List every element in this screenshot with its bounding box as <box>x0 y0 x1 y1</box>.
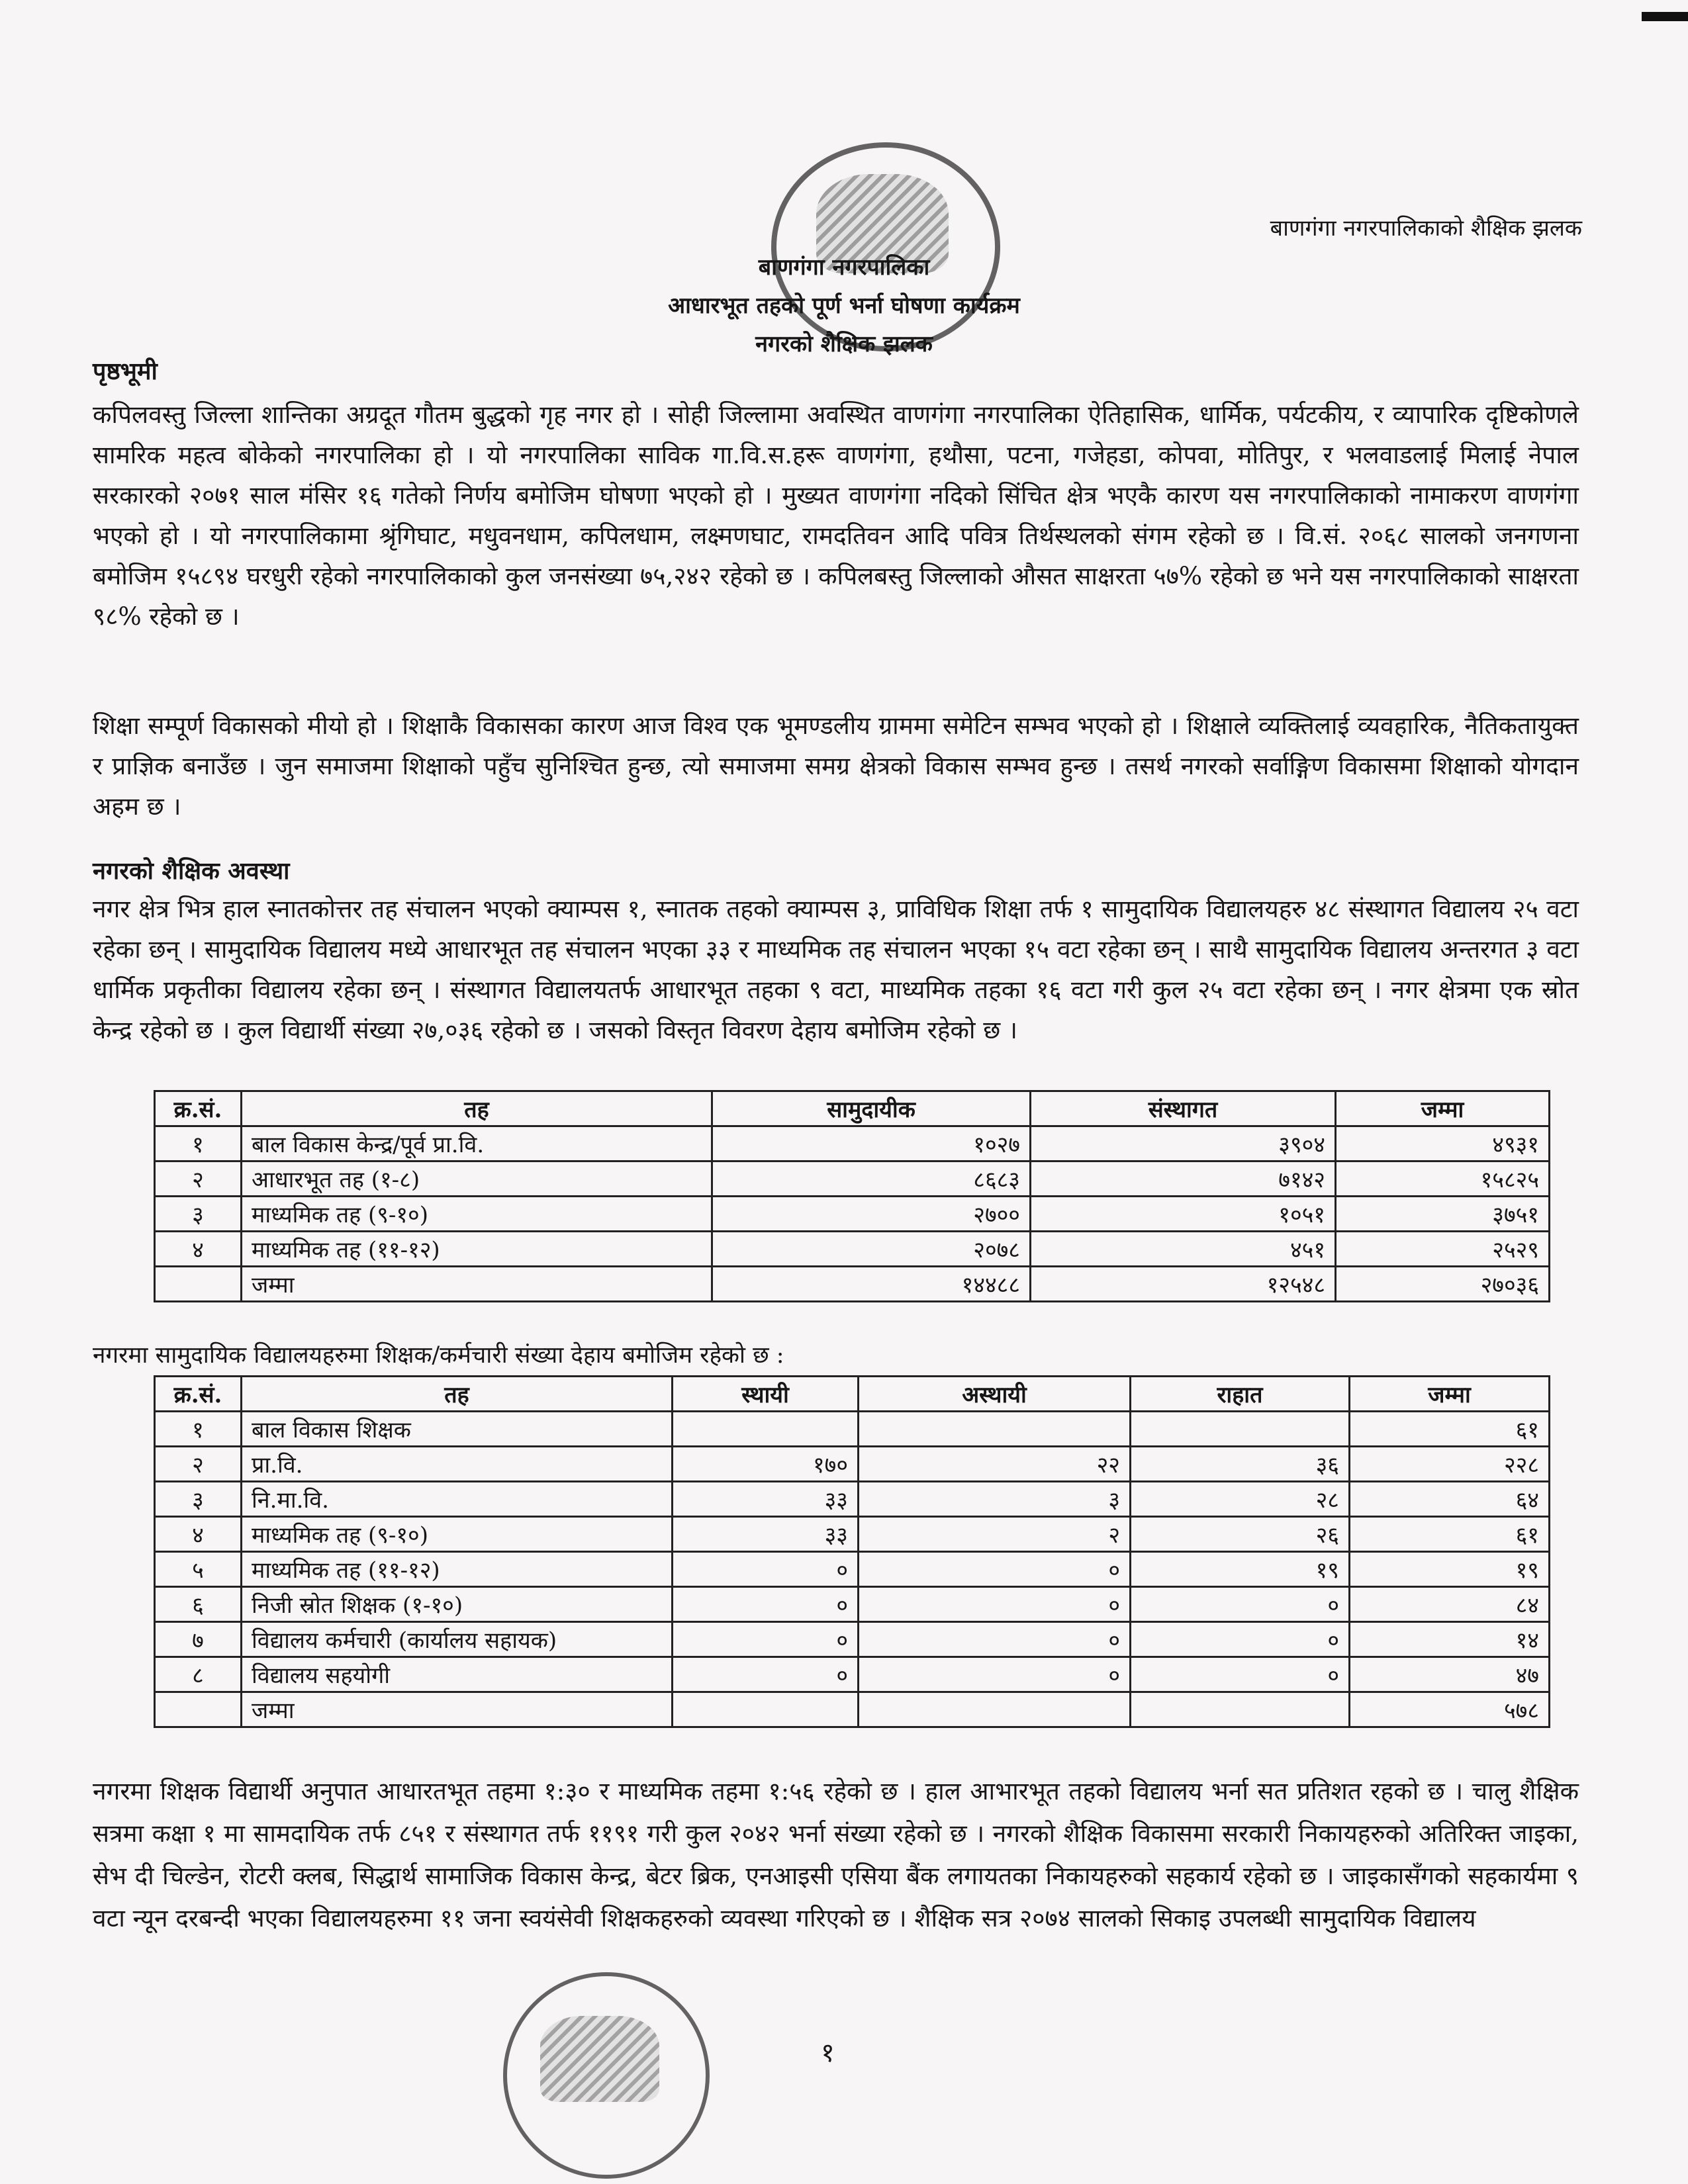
table-cell: बाल विकास शिक्षक <box>242 1412 673 1447</box>
table-cell: २८ <box>1131 1482 1350 1517</box>
table-row <box>155 1447 1550 1482</box>
table-row <box>155 1232 1550 1267</box>
table-cell: ३३ <box>673 1517 859 1552</box>
title-line-2: आधारभूत तहको पूर्ण भर्ना घोषणा कार्यक्रम <box>668 293 1020 319</box>
table-cell: १ <box>155 1126 242 1161</box>
table-cell <box>155 1267 242 1302</box>
table-row <box>155 1197 1550 1232</box>
table-cell: ० <box>673 1552 859 1587</box>
table-cell: १४४८८ <box>712 1267 1031 1302</box>
table-cell: ३ <box>155 1482 242 1517</box>
students-table <box>154 1090 1550 1302</box>
document-title <box>0 248 1688 363</box>
table-cell: १९ <box>1131 1552 1350 1587</box>
table-cell: १०५१ <box>1031 1197 1336 1232</box>
table-cell <box>155 1692 242 1727</box>
table-cell: १७० <box>673 1447 859 1482</box>
table-cell: २ <box>155 1447 242 1482</box>
closing-paragraph: नगरमा शिक्षक विद्यार्थी अनुपात आधारतभूत तहमा १:३० र माध्यमिक तहमा १:५६ रहेको छ । हाल आभारभूत तहको विद्यालय भर्ना सत प्रतिशत रहको छ । चालु शैक्षिक सत्रमा कक्षा १ मा सामदायिक तर्फ ८५१ र संस्थागत तर्फ ११९१ गरी कुल २०४२ भर्ना संख्या रहेको छ । नगरको शैक्षिक विकासमा सरकारी निकायहरुको अतिरिक्त जाइका, सेभ दी चिल्डेन, रोटरी क्लब, सिद्धार्थ सामाजिक विकास केन्द्र, बेटर ब्रिक, एनआइसी एसिया बैंक लगायतका निकायहरुको सहकार्य रहेको छ । जाइकासँगको सहकार्यमा ९ वटा न्यून दरबन्दी भएका विद्यालयहरुमा ११ जना स्वयंसेवी शिक्षकहरुको व्यवस्था गरिएको छ । शैक्षिक सत्र २०७४ सालको सिकाइ उपलब्धी सामुदायिक विद्यालय <box>93 1777 1579 1933</box>
table-header: राहात <box>1131 1377 1350 1412</box>
table-cell: ० <box>859 1657 1131 1692</box>
table-header: जम्मा <box>1336 1091 1550 1126</box>
teachers-intro: नगरमा सामुदायिक विद्यालयहरुमा शिक्षक/कर्मचारी संख्या देहाय बमोजिम रहेको छ : <box>93 1342 784 1369</box>
table-cell: माध्यमिक तह (९-१०) <box>242 1517 673 1552</box>
table-header: अस्थायी <box>859 1377 1131 1412</box>
students-table-header-row <box>155 1091 1550 1126</box>
table-cell: ३३ <box>673 1482 859 1517</box>
table-cell: ६१ <box>1350 1412 1550 1447</box>
table-cell: विद्यालय कर्मचारी (कार्यालय सहायक) <box>242 1622 673 1657</box>
title-line-3: नगरको शैक्षिक झलक <box>755 331 933 357</box>
table-cell: १०२७ <box>712 1126 1031 1161</box>
seal-emblem-icon <box>540 2016 659 2102</box>
table-row <box>155 1482 1550 1517</box>
table-cell <box>1131 1412 1350 1447</box>
table-cell <box>673 1412 859 1447</box>
table-cell: ० <box>859 1622 1131 1657</box>
table-header: तह <box>242 1377 673 1412</box>
background-paragraph-2: शिक्षा सम्पूर्ण विकासको मीयो हो । शिक्षाकै विकासका कारण आज विश्व एक भूमण्डलीय ग्राममा समेटिन सम्भव भएको हो । शिक्षाले व्यक्तिलाई व्यवहारिक, नैतिकतायुक्त र प्राज्ञिक बनाउँछ । जुन समाजमा शिक्षाको पहुँच सुनिश्चित हुन्छ, त्यो समाजमा समग्र क्षेत्रको विकास सम्भव हुन्छ । तसर्थ नगरको सर्वाङ्गिण विकासमा शिक्षाको योगदान अहम छ । <box>93 711 1579 821</box>
teachers-table-header-row <box>155 1377 1550 1412</box>
table-cell: विद्यालय सहयोगी <box>242 1657 673 1692</box>
table-cell: ७१४२ <box>1031 1161 1336 1197</box>
education-status-paragraph: नगर क्षेत्र भित्र हाल स्नातकोत्तर तह संचालन भएको क्याम्पस १, स्नातक तहको क्याम्पस ३, प्राविधिक शिक्षा तर्फ १ सामुदायिक विद्यालयहरु ४८ संस्थागत विद्यालय २५ वटा रहेका छन् । सामुदायिक विद्यालय मध्ये आधारभूत तह संचालन भएका ३३ र माध्यमिक तह संचालन भएका १५ वटा रहेका छन् । साथै सामुदायिक विद्यालय अन्तरगत ३ वटा धार्मिक प्रकृतीका विद्यालय रहेका छन् । संस्थागत विद्यालयतर्फ आधारभूत तहका ९ वटा, माध्यमिक तहका १६ वटा गरी कुल २५ वटा रहेका छन् । नगर क्षेत्रमा एक स्रोत केन्द्र रहेको छ । कुल विद्यार्थी संख्या २७,०३६ रहेको छ । जसको विस्तृत विवरण देहाय बमोजिम रहेको छ । <box>93 895 1579 1044</box>
running-header: बाणगंगा नगरपालिकाको शैक्षिक झलक <box>1270 215 1582 242</box>
table-cell: ४ <box>155 1517 242 1552</box>
table-cell: माध्यमिक तह (११-१२) <box>242 1232 712 1267</box>
table-cell: ४७ <box>1350 1657 1550 1692</box>
table-cell: ० <box>673 1622 859 1657</box>
table-row <box>155 1126 1550 1161</box>
background-heading: पृष्ठभूमी <box>93 357 158 385</box>
table-row <box>155 1412 1550 1447</box>
table-cell: आधारभूत तह (१-८) <box>242 1161 712 1197</box>
table-cell: ४९३१ <box>1336 1126 1550 1161</box>
table-cell: ३९०४ <box>1031 1126 1336 1161</box>
table-cell: माध्यमिक तह (९-१०) <box>242 1197 712 1232</box>
table-row <box>155 1161 1550 1197</box>
table-cell: २७०३६ <box>1336 1267 1550 1302</box>
table-cell: ६१ <box>1350 1517 1550 1552</box>
table-cell: २७०० <box>712 1197 1031 1232</box>
background-paragraph-1: कपिलवस्तु जिल्ला शान्तिका अग्रदूत गौतम बुद्धको गृह नगर हो । सोही जिल्लामा अवस्थित वाणगंगा नगरपालिका ऐतिहासिक, धार्मिक, पर्यटकीय, र व्यापारिक दृष्टिकोणले सामरिक महत्व बोकेको नगरपालिका हो । यो नगरपालिका साविक गा.वि.स.हरू वाणगंगा, हथौसा, पटना, गजेहडा, कोपवा, मोतिपुर, र भलवाडलाई मिलाई नेपाल सरकारको २०७१ साल मंसिर १६ गतेको निर्णय बमोजिम घोषणा भएको हो । मुख्यत वाणगंगा नदिको सिंचित क्षेत्र भएकै कारण यस नगरपालिकाको नामाकरण वाणगंगा भएको हो । यो नगरपालिकामा श्रृंगिघाट, मधुवनधाम, कपिलधाम, लक्ष्मणघाट, रामदतिवन आदि पवित्र तिर्थस्थलको संगम रहेको छ । वि.सं. २०६८ सालको जनगणना बमोजिम १५८९४ घरधुरी रहेको नगरपालिकाको कुल जनसंख्या ७५,२४२ रहेको छ । कपिलबस्तु जिल्लाको औसत साक्षरता ५७% रहेको छ भने यस नगरपालिकाको साक्षरता ९८% रहेको छ । <box>93 400 1579 631</box>
teachers-table <box>154 1375 1550 1728</box>
table-cell: जम्मा <box>242 1267 712 1302</box>
table-header: तह <box>242 1091 712 1126</box>
table-cell: ६४ <box>1350 1482 1550 1517</box>
table-cell: निजी स्रोत शिक्षक (१-१०) <box>242 1587 673 1622</box>
table-header: जम्मा <box>1350 1377 1550 1412</box>
title-line-1: बाणगंगा नगरपालिका <box>758 254 930 281</box>
table-cell: १४ <box>1350 1622 1550 1657</box>
table-cell: ० <box>859 1552 1131 1587</box>
table-cell: १ <box>155 1412 242 1447</box>
table-header: क्र.सं. <box>155 1377 242 1412</box>
table-total-row <box>155 1267 1550 1302</box>
table-cell: ३६ <box>1131 1447 1350 1482</box>
page-number: १ <box>821 2038 835 2068</box>
table-cell: ० <box>673 1587 859 1622</box>
scan-edge-mark <box>1642 12 1688 21</box>
table-cell: ५७८ <box>1350 1692 1550 1727</box>
table-cell: माध्यमिक तह (११-१२) <box>242 1552 673 1587</box>
table-cell: २ <box>155 1161 242 1197</box>
table-cell: २२ <box>859 1447 1131 1482</box>
table-cell: २ <box>859 1517 1131 1552</box>
table-cell: ३७५१ <box>1336 1197 1550 1232</box>
table-cell: २०७८ <box>712 1232 1031 1267</box>
table-cell: २५२९ <box>1336 1232 1550 1267</box>
table-cell: ० <box>1131 1587 1350 1622</box>
table-cell: नि.मा.वि. <box>242 1482 673 1517</box>
table-cell: बाल विकास केन्द्र/पूर्व प्रा.वि. <box>242 1126 712 1161</box>
table-cell: ६ <box>155 1587 242 1622</box>
table-header: सामुदायीक <box>712 1091 1031 1126</box>
table-cell: प्रा.वि. <box>242 1447 673 1482</box>
table-cell: ४५१ <box>1031 1232 1336 1267</box>
table-cell: १२५४८ <box>1031 1267 1336 1302</box>
table-cell <box>859 1692 1131 1727</box>
table-row <box>155 1657 1550 1692</box>
table-cell <box>859 1412 1131 1447</box>
table-row <box>155 1517 1550 1552</box>
table-header: संस्थागत <box>1031 1091 1336 1126</box>
table-cell: १५८२५ <box>1336 1161 1550 1197</box>
table-cell <box>673 1692 859 1727</box>
table-row <box>155 1587 1550 1622</box>
table-header: स्थायी <box>673 1377 859 1412</box>
table-cell: ५ <box>155 1552 242 1587</box>
table-cell: ७ <box>155 1622 242 1657</box>
table-cell: जम्मा <box>242 1692 673 1727</box>
table-total-row <box>155 1692 1550 1727</box>
table-row <box>155 1552 1550 1587</box>
table-cell: ० <box>673 1657 859 1692</box>
table-header: क्र.सं. <box>155 1091 242 1126</box>
table-cell: ४ <box>155 1232 242 1267</box>
table-cell: ० <box>859 1587 1131 1622</box>
table-cell: ० <box>1131 1657 1350 1692</box>
office-seal-bottom <box>503 1972 710 2179</box>
table-cell: ० <box>1131 1622 1350 1657</box>
table-cell: ३ <box>859 1482 1131 1517</box>
table-cell: ८६८३ <box>712 1161 1031 1197</box>
table-row <box>155 1622 1550 1657</box>
table-cell <box>1131 1692 1350 1727</box>
table-cell: ८ <box>155 1657 242 1692</box>
table-cell: ८४ <box>1350 1587 1550 1622</box>
table-cell: १९ <box>1350 1552 1550 1587</box>
education-status-heading: नगरको शैक्षिक अवस्था <box>93 857 290 885</box>
table-cell: २६ <box>1131 1517 1350 1552</box>
table-cell: ३ <box>155 1197 242 1232</box>
table-cell: २२८ <box>1350 1447 1550 1482</box>
